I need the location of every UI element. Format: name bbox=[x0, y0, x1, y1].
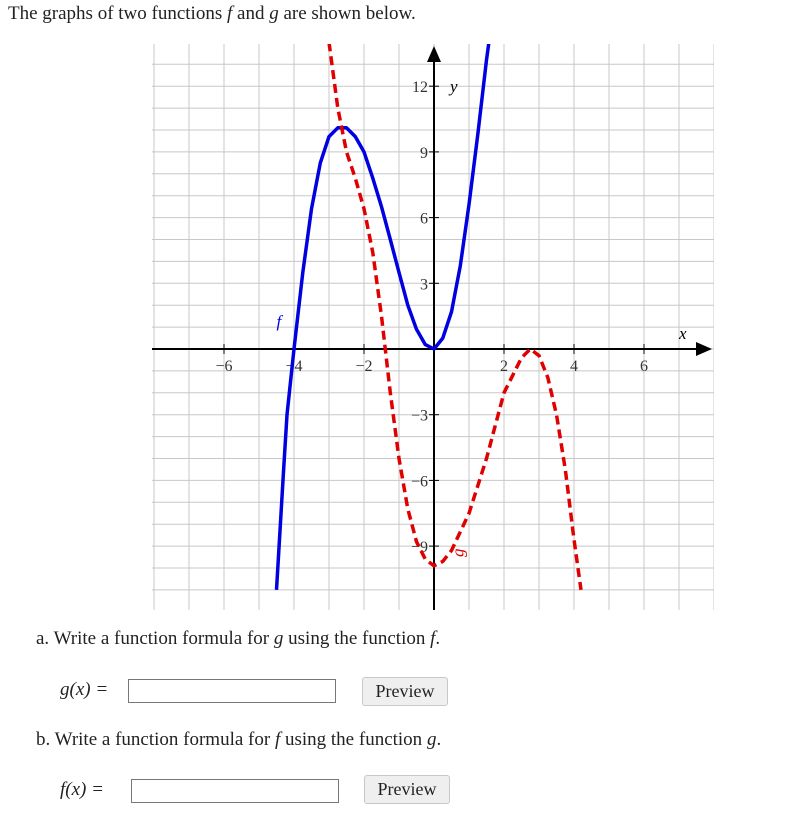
g-formula-input[interactable] bbox=[128, 679, 336, 703]
intro-suffix: are shown below. bbox=[278, 3, 416, 24]
f-formula-input[interactable] bbox=[131, 779, 339, 803]
intro-g-name: g bbox=[269, 3, 279, 24]
f-curve-label: f bbox=[276, 312, 282, 332]
question-a-suffix: . bbox=[435, 628, 441, 649]
x-tick-label: 4 bbox=[570, 358, 578, 375]
y-tick-label: 3 bbox=[420, 276, 428, 294]
g-curve-label: g bbox=[448, 548, 468, 558]
preview-button-b[interactable]: Preview bbox=[364, 775, 450, 804]
x-tick-label: −4 bbox=[285, 358, 303, 375]
x-tick-label: −6 bbox=[215, 358, 233, 375]
x-tick-label: −2 bbox=[355, 358, 373, 375]
preview-button-a[interactable]: Preview bbox=[362, 677, 448, 706]
f-of-x-label: f(x) = bbox=[60, 779, 104, 800]
question-a-object: f bbox=[430, 628, 436, 649]
y-tick-label: −9 bbox=[410, 539, 428, 557]
y-tick-label: 12 bbox=[412, 79, 428, 97]
y-tick-label: −3 bbox=[410, 407, 428, 425]
question-b-prefix: b. Write a function formula for bbox=[36, 729, 275, 750]
y-axis-arrow bbox=[427, 46, 441, 62]
question-b-middle: using the function bbox=[280, 729, 427, 750]
question-b-object: g bbox=[426, 729, 437, 750]
axes bbox=[152, 46, 712, 610]
question-a-subject: g bbox=[273, 628, 284, 649]
intro-text: The graphs of two functions bbox=[8, 3, 227, 24]
g-curve bbox=[329, 44, 581, 590]
question-a-middle: using the function bbox=[283, 628, 431, 649]
intro-f-name: f bbox=[226, 3, 233, 24]
question-a bbox=[36, 628, 440, 650]
g-of-x-label: g(x) = bbox=[60, 679, 109, 700]
y-axis-label: y bbox=[450, 77, 458, 97]
y-tick-label: 6 bbox=[420, 210, 428, 228]
x-axis-label: x bbox=[679, 324, 687, 343]
problem-statement bbox=[8, 3, 416, 25]
question-b-suffix: . bbox=[436, 729, 442, 750]
x-axis-arrow bbox=[696, 342, 712, 356]
intro-conj: and bbox=[232, 3, 270, 24]
question-b-subject: f bbox=[274, 729, 281, 750]
question-a-prefix: a. Write a function formula for bbox=[36, 628, 274, 649]
y-tick-label: −6 bbox=[410, 473, 428, 491]
question-b bbox=[36, 729, 441, 751]
x-tick-label: 2 bbox=[500, 358, 508, 375]
y-tick-label: 9 bbox=[420, 144, 428, 162]
function-graph bbox=[152, 44, 714, 610]
x-tick-label: 6 bbox=[640, 358, 648, 375]
